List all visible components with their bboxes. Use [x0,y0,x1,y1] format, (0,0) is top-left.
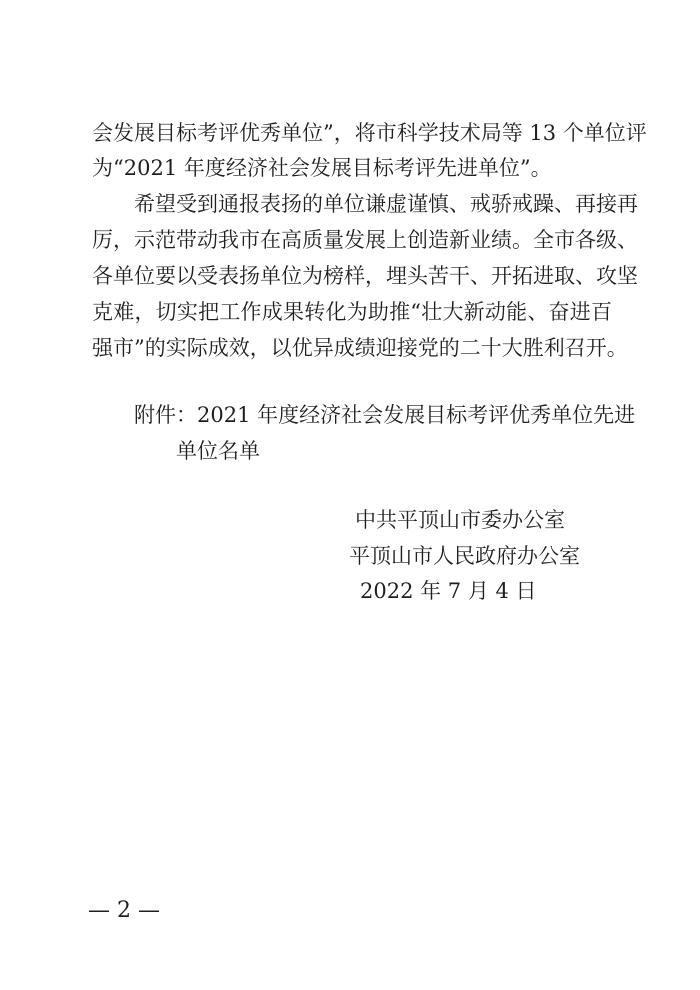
paragraph-2-line-5: 强市”的实际成效，以优异成绩迎接党的二十大胜利召开。 [92,336,628,360]
signature-org-2: 平顶山市人民政府办公室 [349,544,580,568]
paragraph-2-line-4: 克难，切实把工作成果转化为助推“壮大新动能、奋进百 [92,300,612,324]
paragraph-1-line-2: 为“2021 年度经济社会发展目标考评先进单位”。 [92,156,552,180]
paragraph-2-line-1: 希望受到通报表扬的单位谦虚谨慎、戒骄戒躁、再接再 [134,192,638,216]
signature-org-1: 中共平顶山市委办公室 [355,508,565,532]
paragraph-2-line-2: 厉，示范带动我市在高质量发展上创造新业绩。全市各级、 [92,228,638,252]
paragraph-2-line-3: 各单位要以受表扬单位为榜样，埋头苦干、开拓进取、攻坚 [92,264,638,288]
attachment-line-2: 单位名单 [176,439,260,463]
attachment-line-1: 附件：2021 年度经济社会发展目标考评优秀单位先进 [134,403,636,427]
signature-date: 2022 年 7 月 4 日 [360,579,537,603]
page-number: — 2 — [88,898,160,923]
paragraph-1-line-1: 会发展目标考评优秀单位”，将市科学技术局等 13 个单位评 [92,121,647,145]
